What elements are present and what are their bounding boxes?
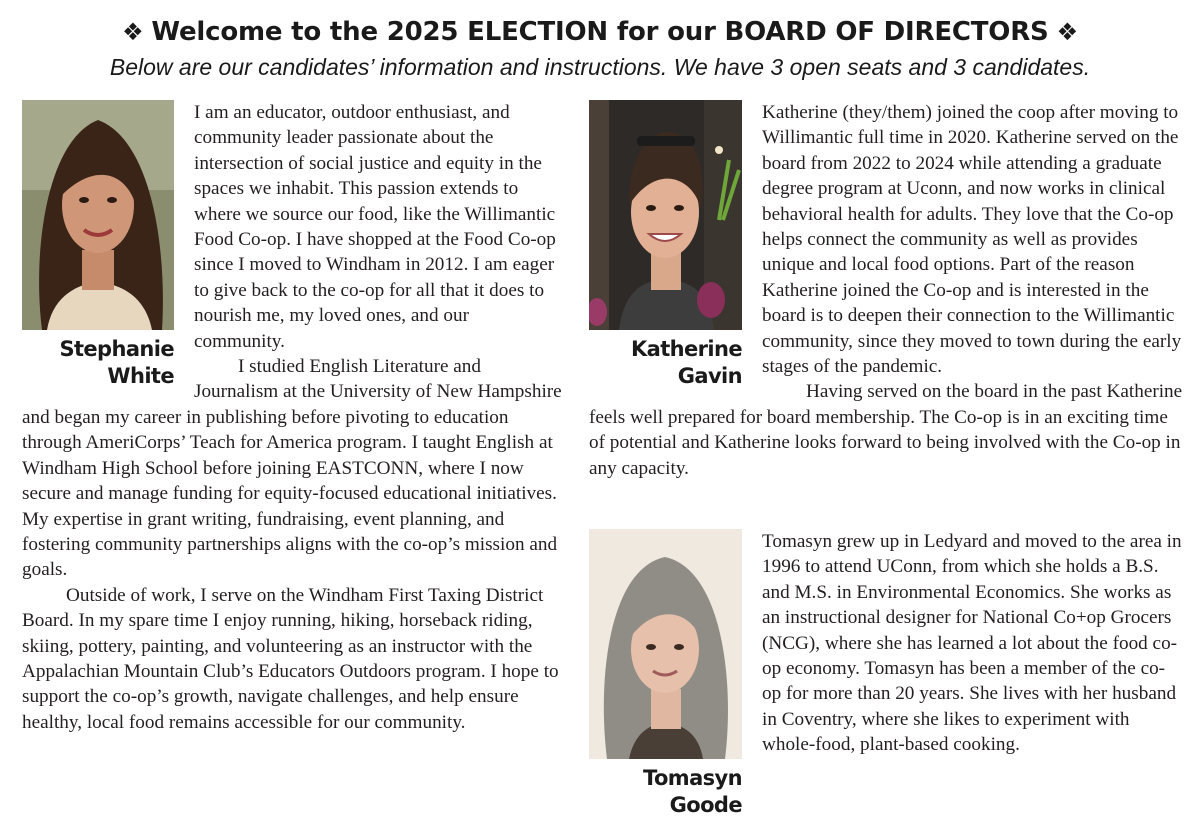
bio-paragraph: I am an educator, outdoor enthusiast, and community leader passionate about the intersection of social justice and equity in the spaces we inhabit. This passion extends to where we source our food, like the Willimantic Food Co-op. I have shopped at the Food Co-op since I moved to Windham in 2012. I am eager to give back to the co-op for all that it does to nourish me, my loved ones, and our community.: [194, 102, 556, 352]
candidate-photo: [589, 529, 742, 759]
candidate-name: [589, 330, 742, 390]
candidate-figure: [589, 100, 742, 390]
ornament-right-icon: ❖: [1056, 18, 1078, 46]
bio-paragraph: I studied English Literature and Journalism at the University of New Hampshire and began my career in publishing before pivoting to education through AmeriCorps’ Teach for America program. I taught English at Windham High School before joining EASTCONN, where I now secure and manage funding for equity-focused educational initiatives. My expertise in grant writing, fundraising, event planning, and fostering community partnerships aligns with the co-op’s mission and goals.: [22, 356, 562, 581]
ornament-left-icon: ❖: [122, 18, 144, 46]
candidate-name: [589, 759, 742, 819]
candidate-bio: [589, 100, 1183, 481]
candidate-last-name: White: [107, 364, 174, 388]
candidate-photo: [22, 100, 174, 330]
bio-paragraph: Having served on the board in the past Katherine feels well prepared for board membership. The Co-op is in an exciting time of potential and Katherine looks forward to being involved with the Co-op in any capacity.: [589, 381, 1183, 479]
candidate-photo: [589, 100, 742, 330]
candidate-name: [22, 330, 174, 390]
candidate-first-name: Katherine: [630, 337, 742, 361]
candidate-first-name: Tomasyn: [643, 766, 742, 790]
bio-paragraph: Katherine (they/them) joined the coop after moving to Willimantic full time in 2020. Katherine served on the board from 2022 to 2024 while attending a graduate degree program at Uconn, and now works in clinical behavioral health for adults. They love that the Co-op helps connect the community as well as provides unique and local food options. Part of the reason Katherine joined the Co-op and is interested in the board is to deepen their connection to the Willimantic community, since they moved to town during the early stages of the pandemic.: [762, 102, 1182, 378]
candidate-tomasyn: [589, 529, 1183, 821]
bio-paragraph: Outside of work, I serve on the Windham First Taxing District Board. In my spare time I enjoy running, hiking, horseback riding, skiing, pottery, painting, and volunteering as an instructor with the Appalachian Mountain Club’s Educators Outdoors program. I hope to support the co-op’s growth, navigate challenges, and help ensure healthy, local food remains accessible for our community.: [22, 584, 559, 733]
bio-paragraph: Tomasyn grew up in Ledyard and moved to the area in 1996 to attend UConn, from which she holds a B.S. and M.S. in Environmental Economics. She works as an instructional designer for National Co+op Grocers (NCG), where she has learned a lot about the food co-op economy. Tomasyn has been a member of the co-op for more than 20 years. She lives with her husband in Coventry, where she likes to experiment with whole-food, plant-based cooking.: [762, 531, 1182, 756]
candidate-last-name: Gavin: [677, 364, 742, 388]
page-subtitle: Below are our candidates’ information and instructions. We have 3 open seats and 3 candidates.: [109, 54, 1091, 80]
candidate-first-name: Stephanie: [59, 337, 174, 361]
candidate-katherine: [589, 100, 1183, 481]
candidate-stephanie: [22, 100, 562, 735]
candidate-bio: [589, 529, 1183, 817]
page-title: [0, 14, 1200, 50]
candidate-figure: [22, 100, 174, 390]
candidate-bio: [22, 100, 562, 735]
candidate-last-name: Goode: [669, 793, 742, 817]
title-text: Welcome to the 2025 ELECTION for our BOARD OF DIRECTORS: [151, 17, 1049, 47]
candidate-figure: [589, 529, 742, 819]
page-header: [0, 14, 1200, 82]
